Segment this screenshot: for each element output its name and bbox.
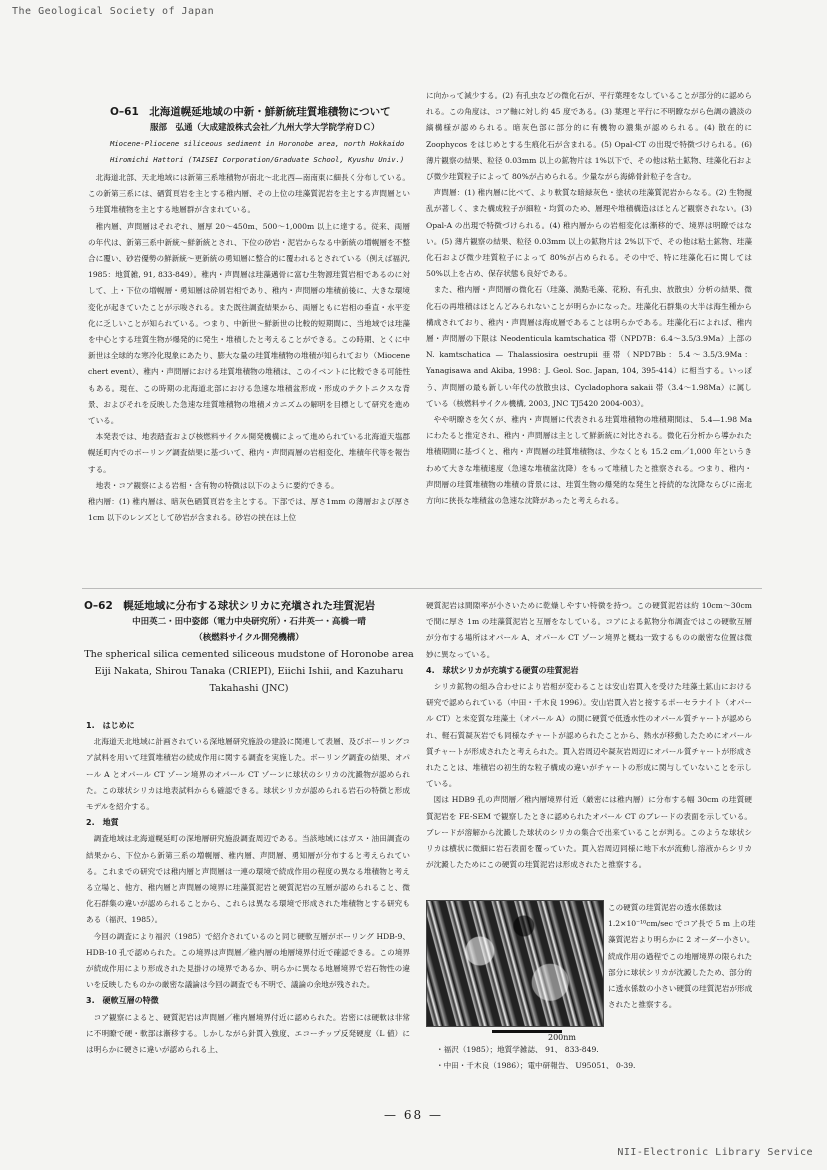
a1-paragraph: 声問層：(1) 稚内層に比べて、より軟質な暗緑灰色・塗状の珪藻質泥岩からなる。(2) 生物撹乱が著しく、また構成粒子が細粒・均質のため、層理や堆積構造はほとんど観察されない。(3) Opal-A の出現で特徴づけられる。(4) 稚内層からの岩相変化は漸移的で、境界は明瞭ではない。(5) 薄片観察の結果、粒径 0.03mm 以上の鉱物片は 2%以下で、その他は粘土鉱物、珪藻化石および微少珪質粒子によって 80%が占められる。その中で、特に珪藻化石に関しては 50%以上を占め、保存状態も良好である。 <box>426 188 752 279</box>
journal-header: The Geological Society of Japan <box>12 6 215 17</box>
sem-micrograph <box>426 900 604 1027</box>
a2-paragraph: コア観察によると、硬質泥岩は声問層／稚内層境界付近に認められた。岩密には硬軟は非常に不明瞭で硬・軟部は漸移する。しかしながら針貫入強度、エコーチップ反発硬度（L 値）には明らかに硬さに違いが認められる上、 <box>86 1012 410 1055</box>
a1-title-block <box>110 104 420 168</box>
section-heading: 4. 球状シリカが充填する硬質の珪質泥岩 <box>426 665 579 675</box>
section-heading: 2. 地質 <box>86 818 119 828</box>
a2-title: O–62 幌延地域に分布する球状シリカに充塡された珪質泥岩 <box>84 600 376 612</box>
a1-paragraph: 北海道北部、天北地域には新第三系堆積物が南北〜北北西—南南東に細長く分布している。この新第三系には、硒質頁岩を主とする稚内層、その上位の珪藻質泥岩を主とする声問層という珪質堆積物を主とする地層群が含まれている。 <box>88 173 410 215</box>
a1-paragraph: 本発表では、地表踏査および核燃料サイクル開発機構によって進められている北海道天塩郡幌延町内でのボーリング調査結果に基づいて、稚内・声問両層の岩相変化、堆積年代等を報告する。 <box>88 432 410 474</box>
a1-left-column <box>88 170 410 526</box>
a2-author: 中田英二・田中姿郎（電力中央研究所）・石井英一・高橋一晴 <box>132 617 366 627</box>
a1-en-title: Miocene-Pliocene siliceous sediment in Horonobe area, north Hokkaido <box>110 139 405 148</box>
library-footer: NII-Electronic Library Service <box>617 1147 813 1158</box>
a1-paragraph: に向かって減少する。(2) 有孔虫などの微化石が、平行葉理をなしていることが部分的に認められる。この角度は、コア軸に対し約 45 度である。(3) 葉理と平行に不明瞭ながら色調の濃淡の縞構様が認められる。暗灰色部に部分的に有機物の濃集が認められる。(4) 散在的に Zoophycos をはじめとする生痕化石が含まれる。(5) Opal-CT の出現で特徴づけられる。(6) 薄片観察の結果、粒径 0.03mm 以上の鉱物片は 1%以下で、その他は粘土鉱物、珪藻化石および微少珪質粒子によって 80%が占められる。少量ながら海綿骨針粒子を含む。 <box>426 91 752 182</box>
a1-paragraph: また、稚内層・声問層の微化石（珪藻、渦點毛藻、花粉、有孔虫、放散虫）分析の結果、微化石の再堆積はほとんどみられないことが明らかになった。珪藻化石群集の大半は海生種から構成されており、稚内・声問層は海成層であることは明らかである。珪藻化石によれば、稚内層・声問層の下限は Neodenticula kamtschatica 帯（NPD7B：6.4～3.5/3.9Ma）上部の N. kamtschatica — Thalassiosira oestrupii 亜帯（NPD7Bb：5.4～3.5/3.9Ma：Yanagisawa and Akiba, 1998：J. Geol. Soc. Japan, 104, 395-414）に相当する。いっぽう、声問層の最も新しい年代の放散虫は、Cycladophora sakaii 帯（3.4～1.98Ma）に属している（核燃料サイクル機構, 2003, JNC TJ5420 2004-003）。 <box>426 285 752 408</box>
a2-paragraph: シリカ鉱物の組み合わせにより岩相が変わることは安山岩貫入を受けた珪藻土鉱山における研究で認められている（中田・千木良 1996）。安山岩貫入岩と接するポーセラナイト（オパール CT）と未変質な珪藻土（オパール A）の間に硬質で低透水性のオパール質チャートが認められ、軽石質凝灰岩でも同様なチャートが認められたことから、熱水が移動したためにオパール質チャートが形成されたと考えられた。貫入岩周辺や凝灰岩周辺にオパール質チャートが形成されたことは、堆積岩の初生的な粒子構成の違いがチャートの形成に関与していないことを示している。 <box>426 682 752 789</box>
a2-en-title: The spherical silica cemented siliceous mudstone of Horonobe area <box>84 649 414 660</box>
a2-paragraph: 今回の調査により福沢（1985）で紹介されているのと同じ硬軟互層がボーリング HDB-9、HDB-10 孔で認められた。この境界は声問層／稚内層の地層境界付近で確認できる。この境界が続成作用により形成された見掛けの境界であるか、明らかに異なる地層境界で岩石物性の違いを反映したものかの厳密な議論は今回の調査でも不明で、議論の余地が残された。 <box>86 931 410 990</box>
page-number: — 68 — <box>384 1108 443 1122</box>
a2-paragraph: 硬質泥岩は間隙率が小さいために乾燥しやすい特徴を持つ。この硬質泥岩は約 10cm～30cm で間に厚さ 1m の珪藻質泥岩と互層をなしている。コアによる鉱物分布調査ではこの硬軟互層が分布する場所はオパール A、オパール CT ゾーン境界と概ね一致するものの厳密な位置は微妙に異なっている。 <box>426 601 752 659</box>
references <box>436 1042 756 1074</box>
a1-right-column <box>426 88 752 509</box>
a2-paragraph: 図は HDB9 孔の声問層／稚内層境界付近（厳密には稚内層）に分布する幅 30cm の珪質硬質泥岩を FE-SEM で観察したときに認められたオパール CT のブレードの表面を示している。ブレードが溶解から沈澱した球状のシリカの集合で出来ていることが判る。このような球状シリカは横状に微細に岩石表面を覆っていた。貫入岩周辺同様に地下水が流動し溶液からシリカが沈澱したためにこの硬質の珪質泥岩は形成されたと推察する。 <box>426 795 752 870</box>
reference: ・中田・千木良（1986）；電中研報告、 U95051、 0-39. <box>436 1061 636 1070</box>
a2-paragraph: 北海道天北地域に計画されている深地層研究施設の建設に関連して表層、及びボーリングコア試料を用いて珪質堆積岩の続成作用に関する調査を実施した。ボーリング調査の結果、オパール A とオパール CT ゾーン境界のオパール CT ゾーンに球状のシリカの沈澱物が認められた。この球状シリカは地表試料からも確認できる。球状シリカが認められる岩石の特徴と形成モデルを紹介する。 <box>86 737 410 812</box>
a2-paragraph: 調査地域は北海道幌延町の深地層研究施設調査周辺である。当該地域にはガス・油田調査の結果から、下位から新第三系の増幌層、稚内層、声問層、勇知層が分布すると考えられている。これまでの研究では稚内層と声問層は一連の環境で続成作用の程度の異なる堆積物と考える立場と、他方、稚内層と声問層の境界に珪藻質泥岩と硬質泥岩の互層が認められること、微化石群集の違いが認められることから、これらは異なる環境で形成された堆積物とする研究もある（福沢、1985）。 <box>86 834 410 925</box>
a1-paragraph: 稚内層：(1) 稚内層は、暗灰色硒質頁岩を主とする。下部では、厚さ1mm の薄層および厚さ1cm 以下のレンズとして砂岩が含まれる。砂岩の挟在は上位 <box>88 497 410 523</box>
a2-left-column <box>86 718 410 1058</box>
section-divider <box>82 588 762 589</box>
a2-en-author: Eiji Nakata, Shirou Tanaka (CRIEPI), Eiichi Ishii, and Kazuharu Takahashi (JNC) <box>94 666 404 694</box>
a2-right-column <box>426 598 752 873</box>
a1-title: O–61 北海道幌延地域の中新・鮮新統珪質堆積物について <box>110 106 391 118</box>
a1-en-author: Hiromichi Hattori (TAISEI Corporation/Graduate School, Kyushu Univ.) <box>110 155 405 164</box>
a2-paragraph: この硬質の珪質泥岩の透水係数は 1.2×10⁻¹⁰cm/sec でコア長で 5 m 上の珪藻質泥岩より明らかに 2 オーダー小さい。続成作用の過程でこの地層境界の限られた部分に球状シリカが沈澱したため、部分的に透水係数の小さい硬質の珪質泥岩が形成されたと推察する。 <box>608 903 756 1010</box>
a1-paragraph: 地表・コア観察による岩相・含有物の特徴は以下のように要約できる。 <box>95 480 339 490</box>
a1-author: 服部 弘通（大成建設株式会社／九州大学大学院学府ＤＣ） <box>150 123 380 133</box>
a1-paragraph: やや明瞭さを欠くが、稚内・声問層に代表される珪質堆積物の堆積期間は、 5.4—1.98 Ma にわたると推定され、稚内・声問層は主として鮮新統に対比される。微化石分析から導かれた堆積期間に基づくと、稚内・声問層の珪質堆積物は、少なくとも 15.2 cm／1,000 年というきわめて大きな堆積速度（急速な堆積盆沈降）をもって堆積したと推察される。つまり、稚内・声問層の珪質堆積物の堆積の背景には、珪質生物の爆発的な発生と持続的な沈降ならびに南北方向に狭長な堆積盆の急速な沈降があったと考えられる。 <box>426 415 752 506</box>
section-heading: 3. 硬軟互層の特徴 <box>86 996 159 1006</box>
a1-paragraph: 稚内層、声問層はそれぞれ、層厚 20～450m、500～1,000m 以上に達する。従来、両層の年代は、新第三系中新統～鮮新統とされ、下位の砂岩・泥岩からなる中新統の増幌層を不整合に覆い、砂岩優勢の鮮新統～更新統の勇知層に整合的に覆われるとされている（例えば福沢, 1985：地質雑, 91, 833-849）。稚内・声問層は珪藻邁骨に富む生物源珪質岩相であるのに対して、上・下位の増幌層・勇知層は砕屑岩相であり、稚内・声問層の堆積前後に、大きな環境変化が起きていたことが示唆される。また既往調査結果から、両層ともに岩相の垂直・水平変化に乏しいことが知られている。つまり、中新世〜鮮新世の比較的短期間に、当地域では珪藻を中心とする珪質生物が爆発的に発生・堆積したと考えることができる。この時期、とくに中新世は全球的な寒冷化現象にあたり、膨大な量の珪質堆積物の堆積が知られており（Miocene chert event）、稚内・声問層における珪質堆積物の堆積は、このイベントに比較できる可能性もある。現在、この時期の北海道北部における急速な堆積盆形成・形成のテクトニクスな背景、およびそれを反映した急速な珪質堆積物の堆積メカニズムの解明を目標として研究を進めている。 <box>88 221 410 426</box>
section-heading: 1. はじめに <box>86 721 135 730</box>
a2-affiliation: （核燃料サイクル開発機構） <box>194 633 304 643</box>
reference: ・福沢（1985）；地質学雑誌、 91、 833-849. <box>436 1045 599 1054</box>
scale-label: 200nm <box>548 1033 577 1042</box>
a2-title-block <box>84 598 414 697</box>
